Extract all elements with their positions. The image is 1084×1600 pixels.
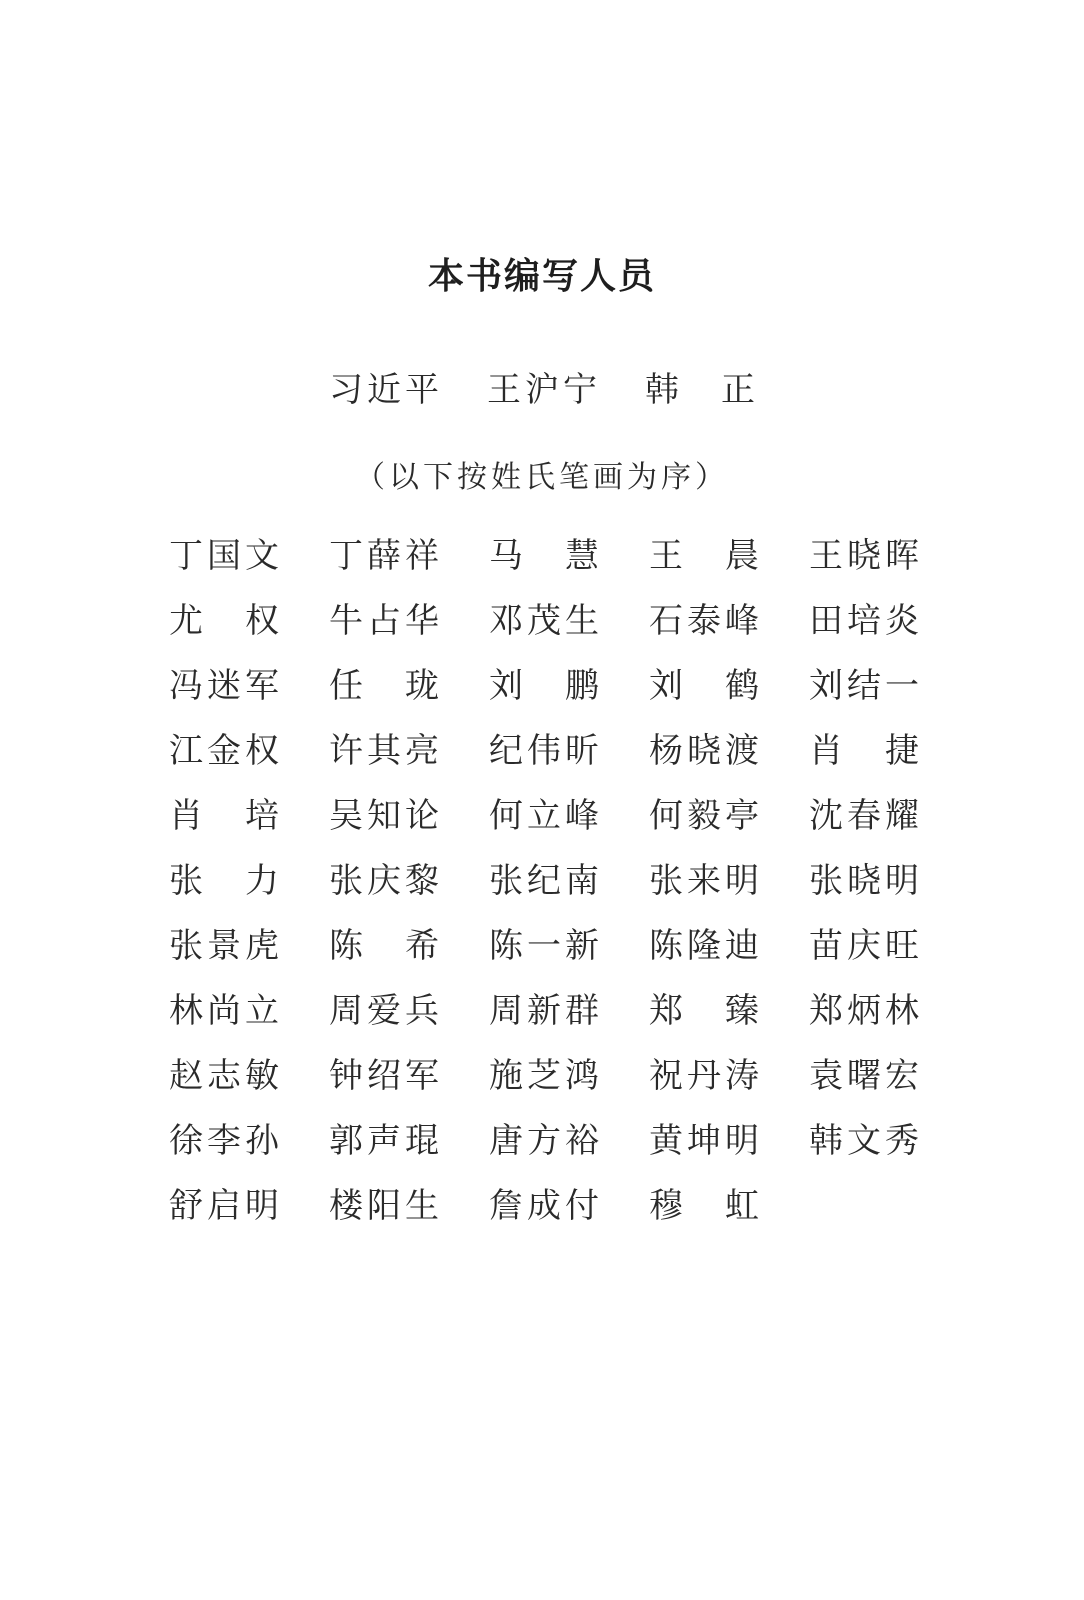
page-title: 本书编写人员 (427, 256, 656, 297)
member-name: 郑 炳 林 (809, 990, 919, 1031)
member-name: 吴 知 论 (329, 795, 439, 836)
member-name: 林 尚 立 (169, 990, 279, 1031)
member-name: 祝 丹 涛 (649, 1055, 759, 1096)
member-name: 尤 权 (169, 600, 279, 641)
member-name: 张 庆 黎 (329, 860, 439, 901)
member-name: 任 珑 (329, 665, 439, 706)
member-name: 陈 一 新 (489, 925, 599, 966)
member-name: 刘 结 一 (809, 665, 919, 706)
member-name: 楼 阳 生 (329, 1185, 439, 1226)
member-name: 何 毅 亭 (649, 795, 759, 836)
member-name: 田 培 炎 (809, 600, 919, 641)
member-name: 肖 捷 (809, 730, 919, 771)
member-name: 徐 李 孙 (169, 1120, 279, 1161)
member-name: 杨 晓 渡 (649, 730, 759, 771)
member-name: 苗 庆 旺 (809, 925, 919, 966)
member-name: 周 爱 兵 (329, 990, 439, 1031)
member-name: 周 新 群 (489, 990, 599, 1031)
member-name: 张 纪 南 (489, 860, 599, 901)
member-name: 邓 茂 生 (489, 600, 599, 641)
member-name: 肖 培 (169, 795, 279, 836)
ordering-note: （以下按姓氏笔画为序） (355, 460, 729, 495)
member-name: 牛 占 华 (329, 600, 439, 641)
member-name: 陈 希 (329, 925, 439, 966)
member-name: 丁 薛 祥 (329, 535, 439, 576)
leader-name: 韩 正 (645, 370, 755, 410)
member-name: 王 晓 晖 (809, 535, 919, 576)
member-name: 张 力 (169, 860, 279, 901)
member-name: 郑 臻 (649, 990, 759, 1031)
member-name: 许 其 亮 (329, 730, 439, 771)
member-name: 刘 鹤 (649, 665, 759, 706)
member-name: 施 芝 鸿 (489, 1055, 599, 1096)
member-name: 刘 鹏 (489, 665, 599, 706)
leader-name: 王 沪 宁 (487, 370, 597, 410)
member-name: 陈 隆 迪 (649, 925, 759, 966)
member-name: 何 立 峰 (489, 795, 599, 836)
member-name: 舒 启 明 (169, 1185, 279, 1226)
member-name: 黄 坤 明 (649, 1120, 759, 1161)
member-name: 丁 国 文 (169, 535, 279, 576)
member-name-grid (168, 530, 948, 1245)
member-name: 唐 方 裕 (489, 1120, 599, 1161)
member-name: 张 来 明 (649, 860, 759, 901)
member-name: 穆 虹 (649, 1185, 759, 1226)
member-name: 袁 曙 宏 (809, 1055, 919, 1096)
member-name: 钟 绍 军 (329, 1055, 439, 1096)
leader-name: 习 近 平 (329, 370, 439, 410)
member-name: 沈 春 耀 (809, 795, 919, 836)
member-name: 马 慧 (489, 535, 599, 576)
member-name: 纪 伟 昕 (489, 730, 599, 771)
member-name: 詹 成 付 (489, 1185, 599, 1226)
member-name: 张 景 虎 (169, 925, 279, 966)
member-name: 赵 志 敏 (169, 1055, 279, 1096)
member-name: 韩 文 秀 (809, 1120, 919, 1161)
member-name: 冯 迷 军 (169, 665, 279, 706)
member-name: 郭 声 琨 (329, 1120, 439, 1161)
member-name: 石 泰 峰 (649, 600, 759, 641)
leader-names (0, 362, 1084, 411)
member-name: 王 晨 (649, 535, 759, 576)
member-name: 张 晓 明 (809, 860, 919, 901)
member-name: 江 金 权 (169, 730, 279, 771)
